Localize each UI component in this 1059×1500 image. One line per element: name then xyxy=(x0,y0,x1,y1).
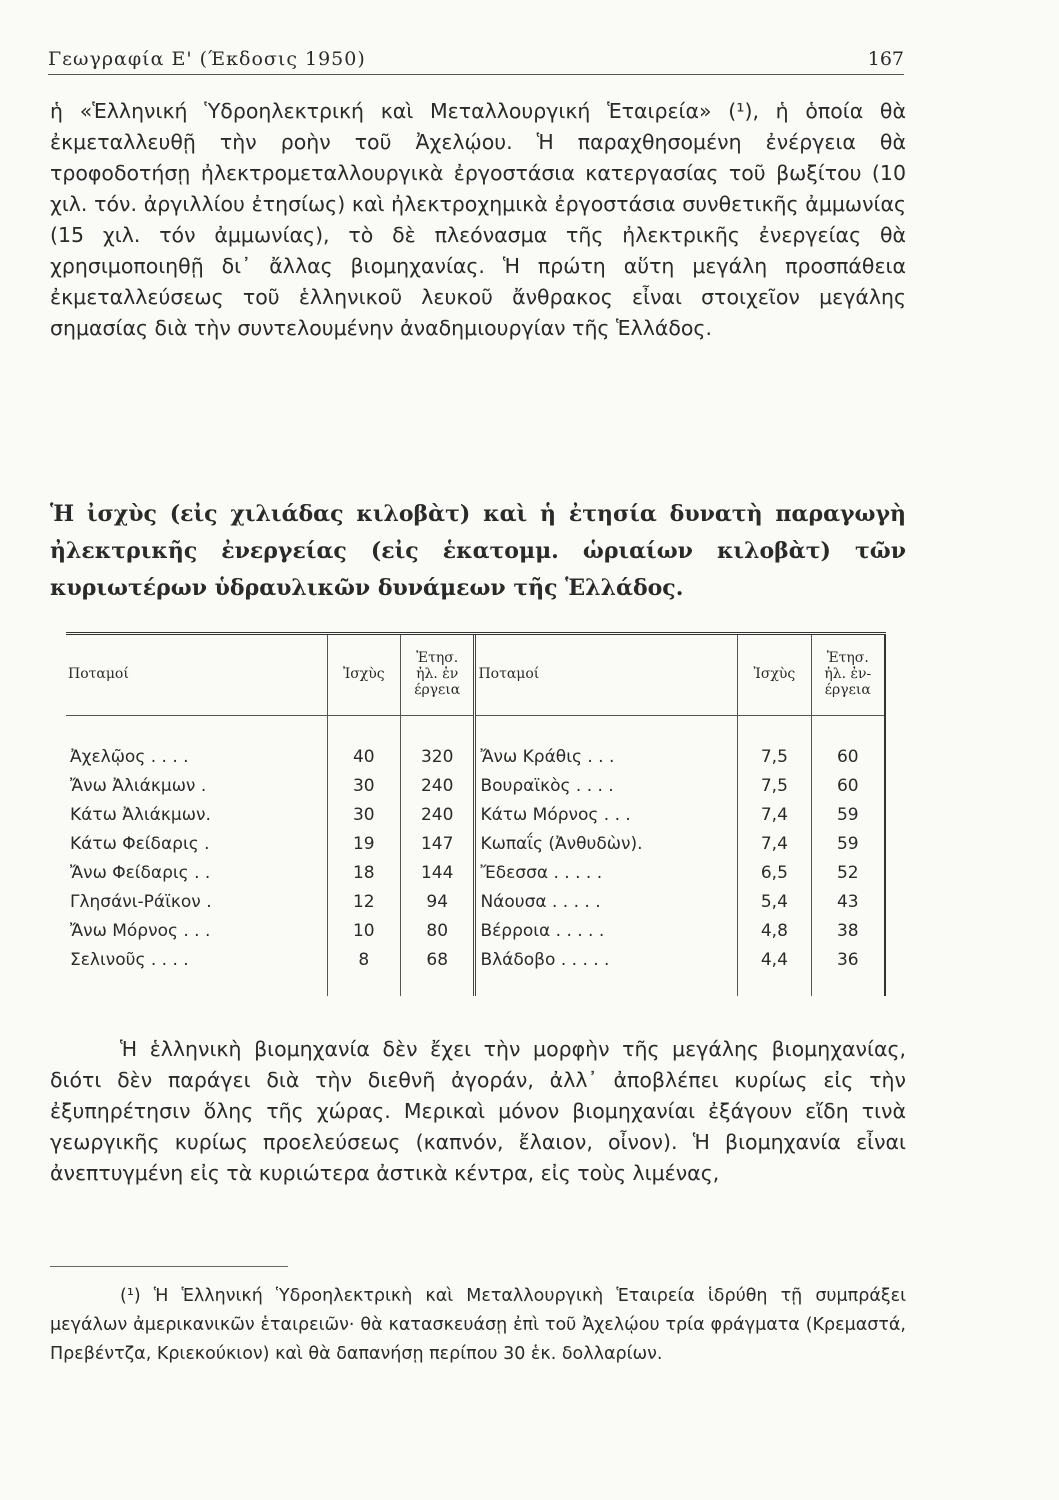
river-name: Κάτω Φείδαρις . xyxy=(70,833,210,854)
river-name: Ἀχελῷος . . . . xyxy=(70,746,189,767)
river-energy: 59 xyxy=(811,829,885,858)
header-energy-right-l1: Ἐτησ. xyxy=(826,650,869,666)
river-power: 8 xyxy=(327,945,400,996)
river-power: 6,5 xyxy=(738,858,811,887)
paragraph-greek-industry xyxy=(50,1034,906,1189)
table-header-row xyxy=(66,634,885,716)
header-energy-left-l1: Ἐτησ. xyxy=(416,650,459,666)
table-row xyxy=(66,771,885,800)
river-power: 7,5 xyxy=(738,771,811,800)
header-energy-left-l2: ἠλ. ἐν xyxy=(416,666,459,682)
header-energy-right xyxy=(811,634,885,716)
river-name: Ἄνω Ἀλιάκμων . xyxy=(70,775,207,796)
river-name: Ἄνω Κράθις . . . xyxy=(475,716,738,772)
river-energy: 60 xyxy=(811,771,885,800)
river-energy: 240 xyxy=(400,771,474,800)
header-power-left: Ἰσχὺς xyxy=(327,634,400,716)
page-number: 167 xyxy=(867,48,904,70)
header-rivers-right: Ποταμοί xyxy=(475,634,738,716)
table-row xyxy=(66,945,885,996)
river-energy: 38 xyxy=(811,916,885,945)
hydraulic-power-table xyxy=(66,632,886,996)
river-power: 30 xyxy=(327,800,400,829)
river-power: 4,8 xyxy=(738,916,811,945)
table-caption: Ἡ ἰσχὺς (εἰς χιλιάδας κιλοβὰτ) καὶ ἡ ἐτησία δυνατὴ παραγωγὴ ἠλεκτρικῆς ἐνεργείας (εἰς ἑκατομμ. ὡριαίων κιλοβὰτ) τῶν κυριωτέρων ὑδραυλικῶν δυνάμεων τῆς Ἑλλάδος. xyxy=(50,501,906,601)
river-energy: 320 xyxy=(400,716,474,772)
river-power: 30 xyxy=(327,771,400,800)
river-energy: 60 xyxy=(811,716,885,772)
river-name: Κωπαΐς (Ἀνθυδὼν). xyxy=(475,829,738,858)
river-name: Βλάδοβο . . . . . xyxy=(475,945,738,996)
table-row xyxy=(66,858,885,887)
river-name: Ἄνω Φείδαρις . . xyxy=(70,862,211,883)
river-energy: 147 xyxy=(400,829,474,858)
header-energy-right-l2: ἠλ. ἐν- xyxy=(824,666,872,682)
river-name: Ἄνω Μόρνος . . . xyxy=(70,920,211,941)
river-power: 7,5 xyxy=(738,716,811,772)
header-energy-left xyxy=(400,634,474,716)
river-power: 18 xyxy=(327,858,400,887)
table-row xyxy=(66,916,885,945)
river-name: Ἔδεσσα . . . . . xyxy=(475,858,738,887)
river-power: 10 xyxy=(327,916,400,945)
river-name: Βέρροια . . . . . xyxy=(475,916,738,945)
table-row xyxy=(66,800,885,829)
river-energy: 144 xyxy=(400,858,474,887)
river-power: 5,4 xyxy=(738,887,811,916)
river-power: 7,4 xyxy=(738,800,811,829)
river-energy: 240 xyxy=(400,800,474,829)
table-row xyxy=(66,887,885,916)
page-header xyxy=(48,44,904,75)
header-power-right: Ἰσχὺς xyxy=(738,634,811,716)
footnote: (¹) Ἡ Ἑλληνική Ὑδροηλεκτρικὴ καὶ Μεταλλουργικὴ Ἑταιρεία ἱδρύθη τῇ συμπράξει μεγάλων ἀμερικανικῶν ἑταιρειῶν· θὰ κατασκευάσῃ ἐπὶ τοῦ Ἀχελῴου τρία φράγματα (Κρεμαστά, Πρεβέντζα, Κριεκούκιον) καὶ θὰ δαπανήσῃ περίπου 30 ἑκ. δολλαρίων. xyxy=(50,1286,906,1364)
river-energy: 68 xyxy=(400,945,474,996)
river-energy: 36 xyxy=(811,945,885,996)
river-name: Κάτω Ἀλιάκμων. xyxy=(70,804,211,825)
table-row xyxy=(66,716,885,772)
river-power: 7,4 xyxy=(738,829,811,858)
river-power: 40 xyxy=(327,716,400,772)
river-power: 12 xyxy=(327,887,400,916)
paragraph-2-text: Ἡ ἑλληνικὴ βιομηχανία δὲν ἔχει τὴν μορφὴν τῆς μεγάλης βιομηχανίας, διότι δὲν παράγει διὰ τὴν διεθνῆ ἀγοράν, ἀλλ᾽ ἀποβλέπει κυρίως εἰς τὴν ἐξυπηρέτησιν ὅλης τῆς χώρας. Μερικαὶ μόνον βιομηχανίαι ἐξάγουν εἴδη τινὰ γεωργικῆς κυρίως προελεύσεως (καπνόν, ἔλαιον, οἶνον). Ἡ βιομηχανία εἶναι ἀνεπτυγμένη εἰς τὰ κυριώτερα ἀστικὰ κέντρα, εἰς τοὺς λιμένας, xyxy=(50,1037,906,1185)
river-name: Κάτω Μόρνος . . . xyxy=(475,800,738,829)
river-power: 4,4 xyxy=(738,945,811,996)
paragraph-hydroelectric-company xyxy=(50,96,906,344)
header-energy-left-l3: έργεια xyxy=(414,682,461,698)
running-title: Γεωγραφία Ε' (Έκδοσις 1950) xyxy=(48,48,366,70)
river-energy: 43 xyxy=(811,887,885,916)
river-name: Γλησάνι-Ράϊκον . xyxy=(70,891,212,912)
river-name: Νάουσα . . . . . xyxy=(475,887,738,916)
river-energy: 59 xyxy=(811,800,885,829)
table-row xyxy=(66,829,885,858)
river-energy: 52 xyxy=(811,858,885,887)
river-name: Βουραϊκὸς . . . . xyxy=(475,771,738,800)
footnote-divider xyxy=(50,1266,288,1267)
paragraph-1-text: ἡ «Ἑλληνική Ὑδροηλεκτρική καὶ Μεταλλουργική Ἑταιρεία» (¹), ἡ ὁποία θὰ ἐκμεταλλευθῇ τὴν ροὴν τοῦ Ἀχελῴου. Ἡ παραχθησομένη ἐνέργεια θὰ τροφοδοτήσῃ ἠλεκτρομεταλλουργικὰ ἐργοστάσια κατεργασίας τοῦ βωξίτου (10 χιλ. τόν. ἀργιλλίου ἐτησίως) καὶ ἠλεκτροχημικὰ ἐργοστάσια συνθετικῆς ἀμμωνίας (15 χιλ. τόν ἀμμωνίας), τὸ δὲ πλεόνασμα τῆς ἠλεκτρικῆς ἐνεργείας θὰ χρησιμοποιηθῇ δι᾽ ἄλλας βιομηχανίας. Ἡ πρώτη αὕτη μεγάλη προσπάθεια ἐκμεταλλεύσεως τοῦ ἑλληνικοῦ λευκοῦ ἄνθρακος εἶναι στοιχεῖον μεγάλης σημασίας διὰ τὴν συντελουμένην ἀναδημιουργίαν τῆς Ἑλλάδος. xyxy=(50,99,906,340)
header-rivers-left: Ποταμοί xyxy=(66,634,327,716)
river-power: 19 xyxy=(327,829,400,858)
header-energy-right-l3: έργεια xyxy=(824,682,871,698)
river-energy: 94 xyxy=(400,887,474,916)
river-energy: 80 xyxy=(400,916,474,945)
river-name: Σελινοῦς . . . . xyxy=(70,949,189,970)
